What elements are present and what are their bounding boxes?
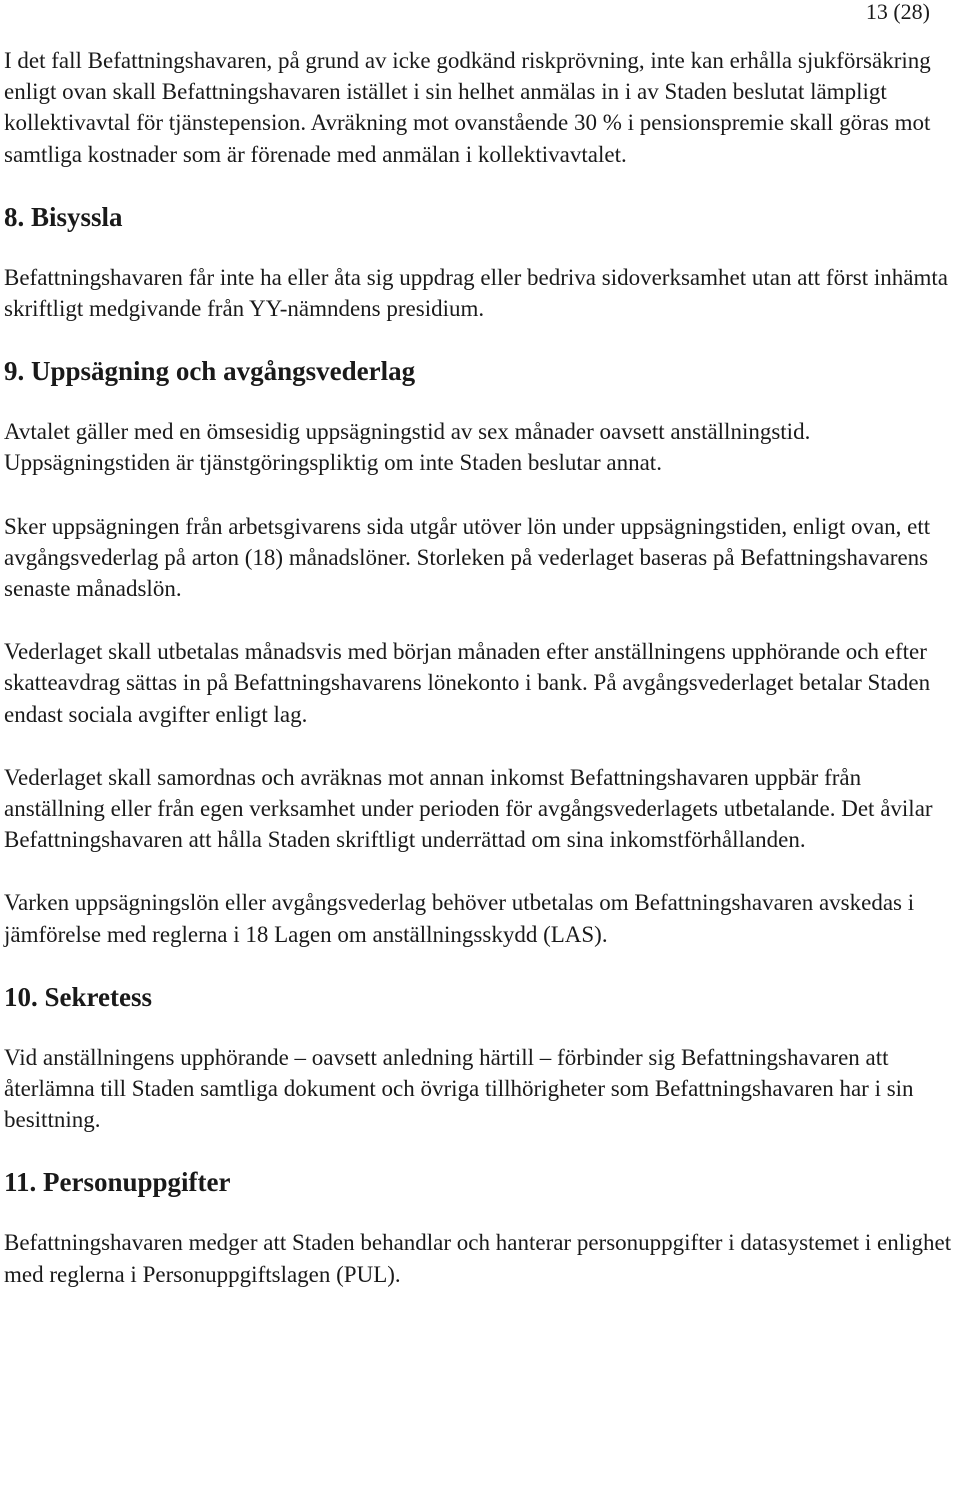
bisyssla-paragraph: Befattningshavaren får inte ha eller åta sig uppdrag eller bedriva sidoverksamhet utan att först inhämta skriftligt medgivande från YY-nämndens presidium.	[4, 264, 948, 322]
intro-paragraph: I det fall Befattningshavaren, på grund av icke godkänd riskprövning, inte kan erhålla sjukförsäkring enligt ovan skall Befattningshavaren istället i sin helhet anmälas in i av Staden beslutat lämpligt kollektivavtal för tjänstepension. Avräkning mot ovanstående 30 % i pensionspremie skall göras mot samtliga kostnader som är förenade med anmälan i kollektivavtalet.	[4, 48, 931, 167]
uppsagning-paragraph-1: Avtalet gäller med en ömsesidig uppsägningstid av sex månader oavsett anställningstid. Uppsägningstiden är tjänstgöringspliktig om inte Staden beslutar annat.	[4, 419, 811, 476]
section-heading-bisyssla: 8. Bisyssla	[4, 201, 123, 232]
section-heading-sekretess: 10. Sekretess	[4, 981, 152, 1012]
uppsagning-paragraph-3: Vederlaget skall utbetalas månadsvis med början månaden efter anställningens upphörande och efter skatteavdrag sättas in på Befattningshavarens lönekonto i bank. På avgångsvederlaget betalar Staden endast sociala avgifter enligt lag.	[4, 639, 931, 727]
section-heading-uppsagning: 9. Uppsägning och avgångsvederlag	[4, 356, 416, 387]
personuppgifter-paragraph: Befattningshavaren medger att Staden behandlar och hanterar personuppgifter i datasystemet i enlighet med reglerna i Personuppgiftslagen (PUL).	[4, 1230, 952, 1287]
uppsagning-paragraph-5: Varken uppsägningslön eller avgångsvederlag behöver utbetalas om Befattningshavaren avskedas i jämförelse med reglerna i 18 Lagen om anställningsskydd (LAS).	[4, 890, 915, 947]
section-heading-personuppgifter: 11. Personuppgifter	[4, 1167, 231, 1198]
page-number: 13 (28)	[865, 0, 930, 24]
document-body	[4, 45, 954, 1290]
sekretess-paragraph: Vid anställningens upphörande – oavsett anledning härtill – förbinder sig Befattningshavaren att återlämna till Staden samtliga dokument och övriga tillhörigheter som Befattningshavaren har i sin besittning.	[4, 1044, 914, 1133]
uppsagning-paragraph-2: Sker uppsägningen från arbetsgivarens sida utgår utöver lön under uppsägningstiden, enligt ovan, ett avgångsvederlag på arton (18) månadslöner. Storleken på vederlaget baseras på Befattningshavarens senaste månadslön.	[4, 513, 931, 602]
uppsagning-paragraph-4: Vederlaget skall samordnas och avräknas mot annan inkomst Befattningshavaren uppbär från anställning eller från egen verksamhet under perioden för avgångsvederlagets utbetalande. Det åvilar Befattningshavaren att hålla Staden skriftligt underrättad om sina inkomstförhållanden.	[4, 764, 933, 853]
